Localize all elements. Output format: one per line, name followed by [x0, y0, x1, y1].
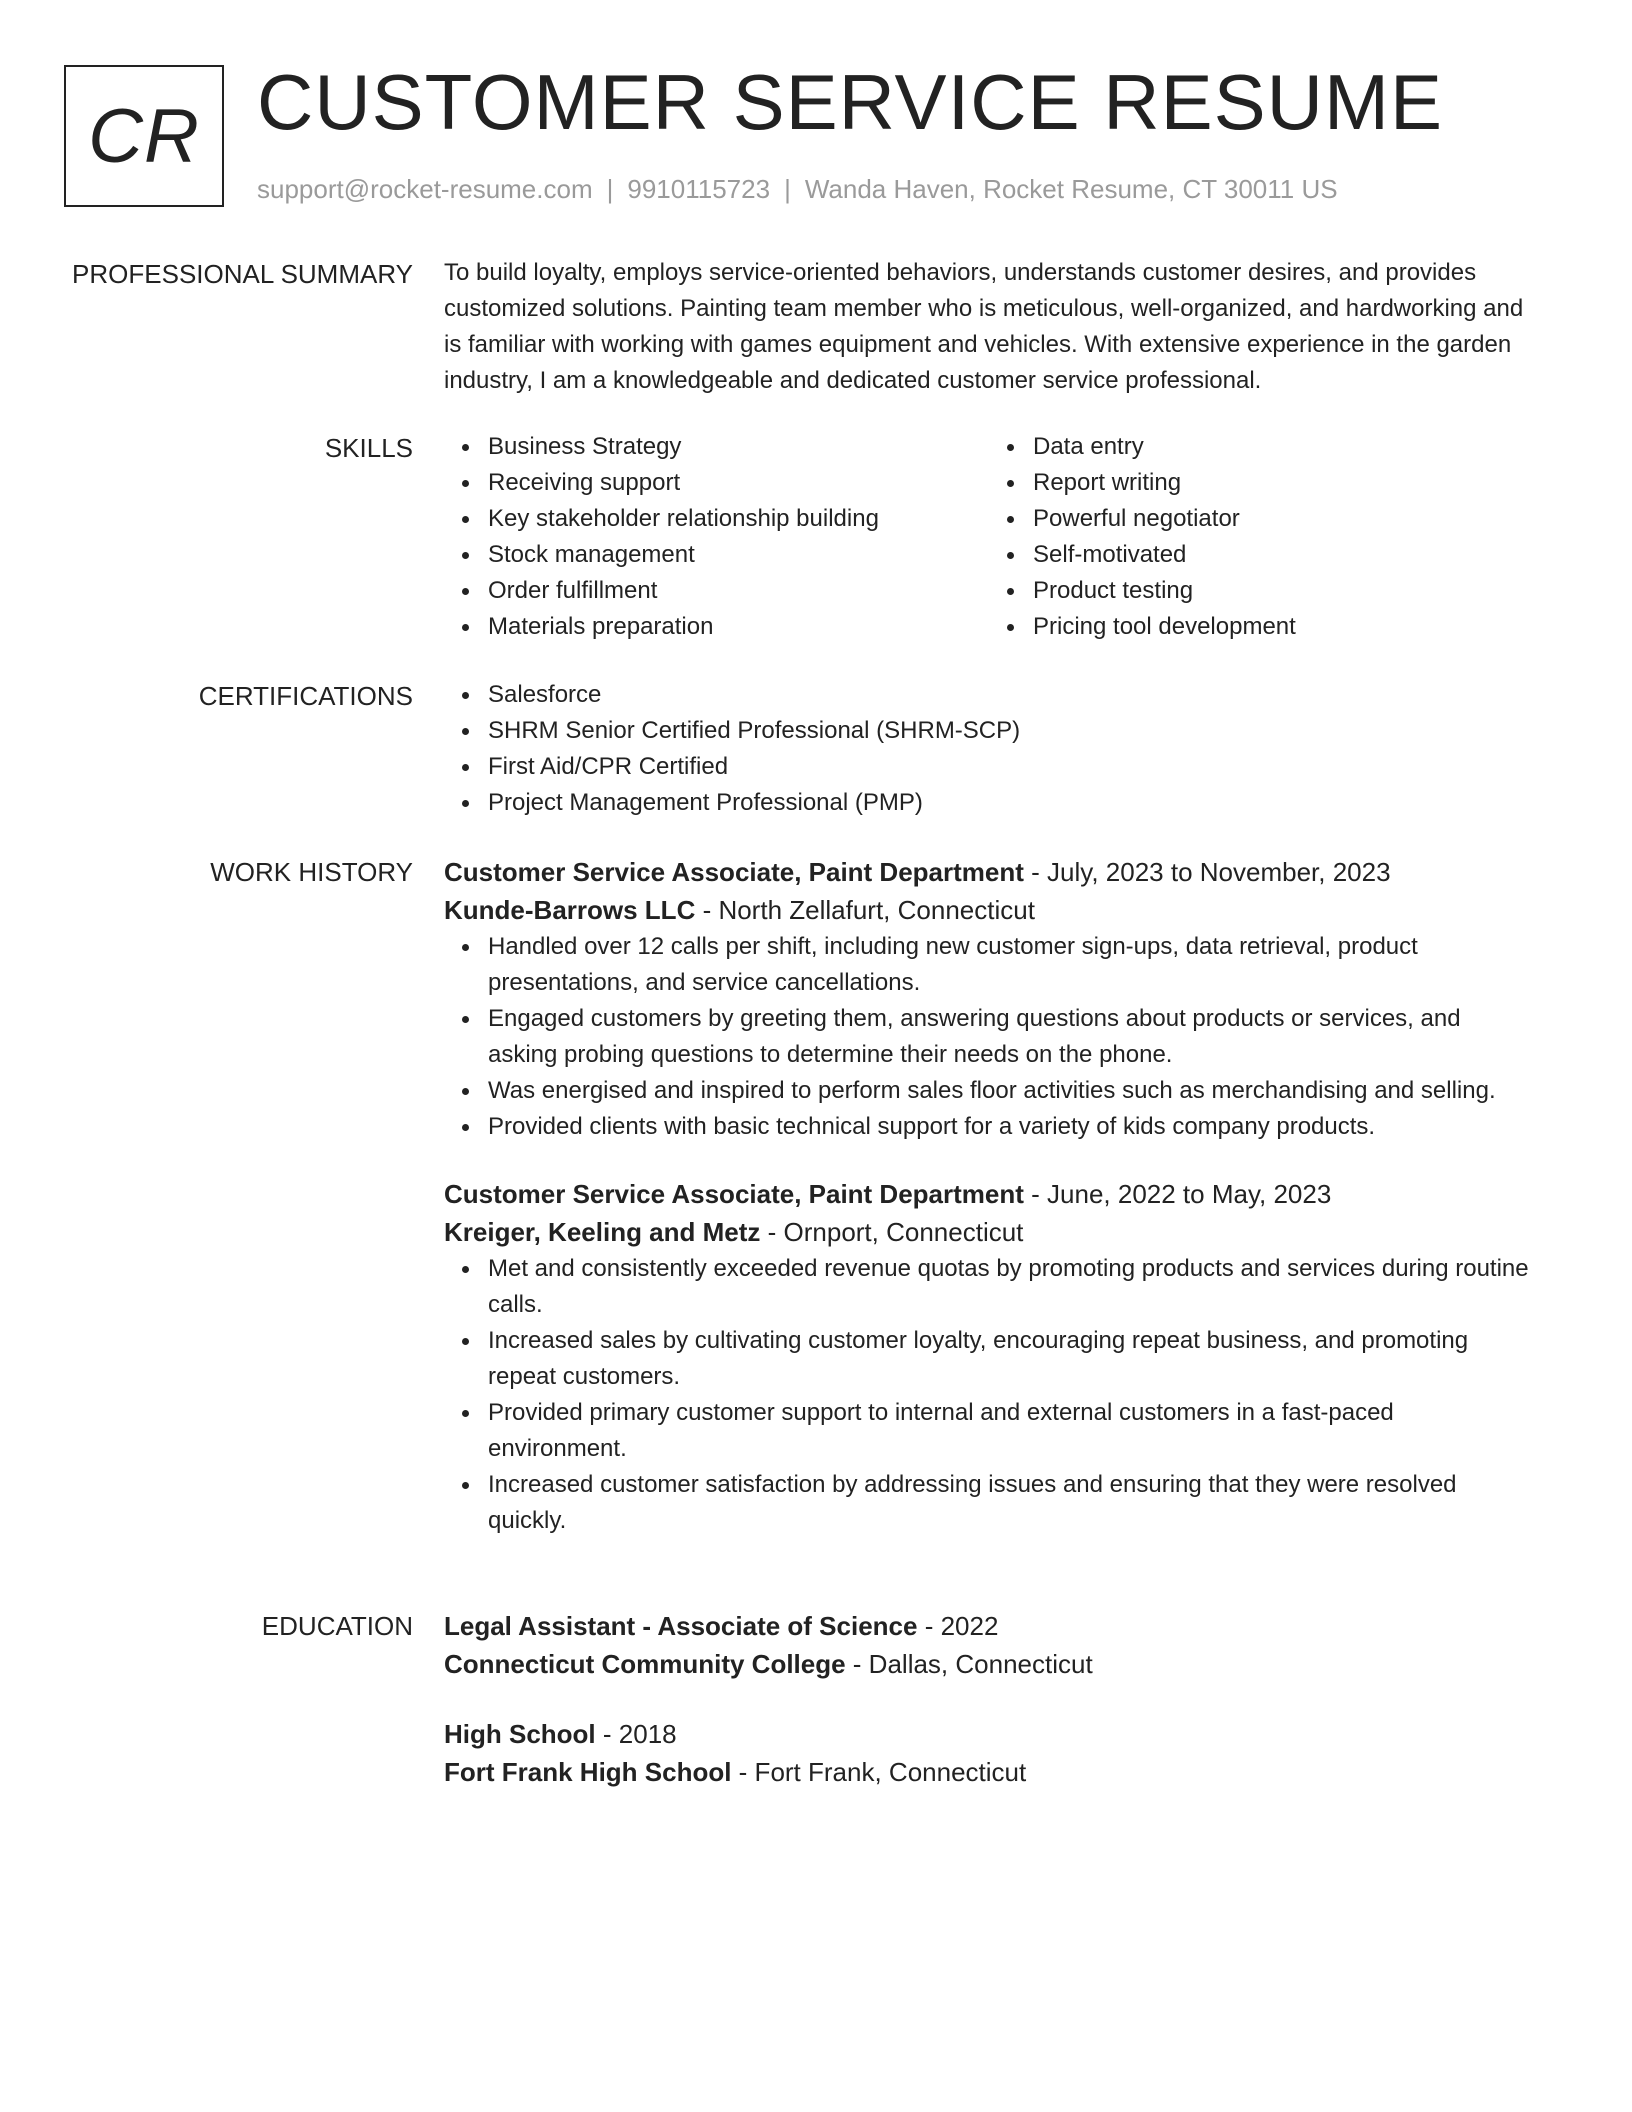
list-item: Met and consistently exceeded revenue quotas by promoting products and services during routine calls.: [488, 1251, 1534, 1323]
list-item: Self-motivated: [1033, 537, 1534, 573]
list-item: Handled over 12 calls per shift, including new customer sign-ups, data retrieval, product presentations, and service cancellations.: [488, 929, 1534, 1001]
education-degree-line: [444, 1607, 1534, 1645]
list-item: Stock management: [488, 537, 989, 573]
list-item: Salesforce: [488, 677, 1534, 713]
job-dates: - June, 2022 to May, 2023: [1023, 1179, 1332, 1209]
certifications-body: [444, 677, 1534, 821]
section-label: EDUCATION: [261, 1611, 413, 1641]
education-year: - 2018: [595, 1719, 677, 1749]
education-school-line: [444, 1753, 1534, 1791]
education-location: - Dallas, Connecticut: [845, 1649, 1093, 1679]
education-degree: High School: [444, 1719, 596, 1749]
list-item: Key stakeholder relationship building: [488, 501, 989, 537]
contact-separator: |: [606, 174, 614, 204]
education-school: Fort Frank High School: [444, 1757, 732, 1787]
certifications-list: [444, 677, 1534, 821]
list-item: Increased customer satisfaction by addressing issues and ensuring that they were resolved quickly.: [488, 1467, 1534, 1539]
list-item: Increased sales by cultivating customer loyalty, encouraging repeat business, and promoting repeat customers.: [488, 1323, 1534, 1395]
job-bullets: [444, 1251, 1534, 1539]
job-company: Kunde-Barrows LLC: [444, 895, 696, 925]
skills-body: [444, 429, 1534, 645]
job-title-line: [444, 853, 1534, 891]
list-item: Business Strategy: [488, 429, 989, 465]
job-company: Kreiger, Keeling and Metz: [444, 1217, 761, 1247]
education-body: [444, 1607, 1534, 1791]
work-body: [444, 853, 1534, 1539]
list-item: Was energised and inspired to perform sales floor activities such as merchandising and selling.: [488, 1073, 1534, 1109]
section-label: PROFESSIONAL SUMMARY: [72, 259, 413, 289]
job-location: - North Zellafurt, Connecticut: [695, 895, 1035, 925]
education-degree: Legal Assistant - Associate of Science: [444, 1611, 918, 1641]
job-title: Customer Service Associate, Paint Department: [444, 1179, 1024, 1209]
job-entry: [444, 853, 1534, 1145]
list-item: Provided primary customer support to internal and external customers in a fast-paced environment.: [488, 1395, 1534, 1467]
job-entry: [444, 1175, 1534, 1539]
section-label: CERTIFICATIONS: [198, 681, 413, 711]
education-year: - 2022: [917, 1611, 999, 1641]
list-item: Powerful negotiator: [1033, 501, 1534, 537]
list-item: Project Management Professional (PMP): [488, 785, 1534, 821]
skills-list-left: [444, 429, 989, 645]
list-item: Engaged customers by greeting them, answering questions about products or services, and asking probing questions to determine their needs on the phone.: [488, 1001, 1534, 1073]
list-item: Product testing: [1033, 573, 1534, 609]
education-school-line: [444, 1645, 1534, 1683]
education-school: Connecticut Community College: [444, 1649, 846, 1679]
section-label: WORK HISTORY: [210, 857, 413, 887]
list-item: First Aid/CPR Certified: [488, 749, 1534, 785]
education-location: - Fort Frank, Connecticut: [731, 1757, 1027, 1787]
contact-line: [257, 172, 1338, 206]
job-dates: - July, 2023 to November, 2023: [1023, 857, 1391, 887]
list-item: Report writing: [1033, 465, 1534, 501]
list-item: Materials preparation: [488, 609, 989, 645]
list-item: Receiving support: [488, 465, 989, 501]
monogram-logo: CR: [64, 65, 224, 207]
job-title: Customer Service Associate, Paint Department: [444, 857, 1024, 887]
education-entry: [444, 1607, 1534, 1683]
summary-text: To build loyalty, employs service-oriented behaviors, understands customer desires, and provides customized solutions. Painting team member who is meticulous, well-organized, and hardworking and is familiar with working with games equipment and vehicles. With extensive experience in the garden industry, I am a knowledgeable and dedicated customer service professional.: [444, 259, 1524, 394]
list-item: Pricing tool development: [1033, 609, 1534, 645]
list-item: Order fulfillment: [488, 573, 989, 609]
list-item: Data entry: [1033, 429, 1534, 465]
job-company-line: [444, 891, 1534, 929]
job-company-line: [444, 1213, 1534, 1251]
job-location: - Ornport, Connecticut: [760, 1217, 1024, 1247]
resume-title: CUSTOMER SERVICE RESUME: [257, 58, 1443, 146]
skills-list-right: [989, 429, 1534, 645]
list-item: SHRM Senior Certified Professional (SHRM-SCP): [488, 713, 1534, 749]
contact-email: support@rocket-resume.com: [257, 174, 593, 204]
job-bullets: [444, 929, 1534, 1145]
contact-phone: 9910115723: [627, 174, 771, 204]
education-degree-line: [444, 1715, 1534, 1753]
section-label: SKILLS: [324, 433, 413, 463]
list-item: Provided clients with basic technical support for a variety of kids company products.: [488, 1109, 1534, 1145]
contact-separator: |: [784, 174, 791, 204]
job-title-line: [444, 1175, 1534, 1213]
contact-address: Wanda Haven, Rocket Resume, CT 30011 US: [804, 174, 1338, 204]
summary-body: [444, 255, 1534, 399]
education-entry: [444, 1715, 1534, 1791]
